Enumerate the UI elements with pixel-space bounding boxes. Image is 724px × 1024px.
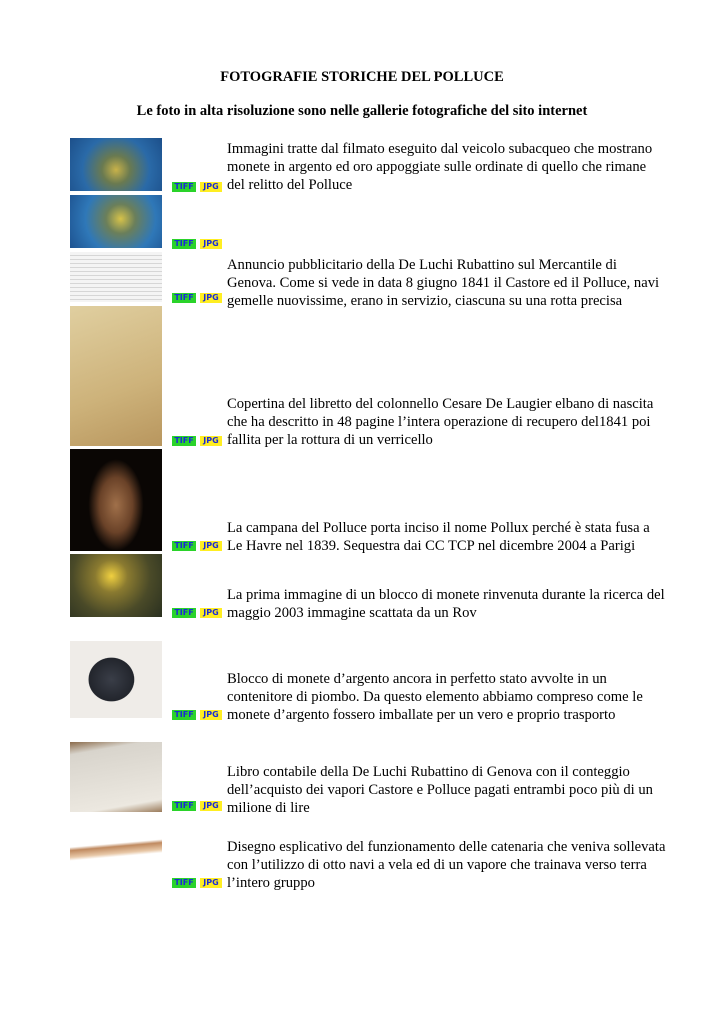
download-links-4 bbox=[172, 436, 222, 446]
jpg-download-link[interactable]: JPG bbox=[200, 293, 222, 303]
page-title: FOTOGRAFIE STORICHE DEL POLLUCE bbox=[220, 69, 504, 85]
jpg-download-link[interactable]: JPG bbox=[200, 541, 222, 551]
ledger-book-photo[interactable] bbox=[70, 742, 162, 812]
tiff-download-link[interactable]: TIFF bbox=[172, 293, 196, 303]
entry-description: Immagini tratte dal filmato eseguito dal veicolo subacqueo che mostrano monete in argento ed oro appoggiate sulle ordinate di quello che rimane del relitto del Polluce bbox=[227, 141, 653, 193]
download-links-7 bbox=[172, 710, 222, 720]
jpg-download-link[interactable]: JPG bbox=[200, 608, 222, 618]
tiff-download-link[interactable]: TIFF bbox=[172, 182, 196, 192]
jpg-download-link[interactable]: JPG bbox=[200, 710, 222, 720]
coin-block-rov-photo[interactable] bbox=[70, 554, 162, 617]
jpg-download-link[interactable]: JPG bbox=[200, 801, 222, 811]
download-links-2 bbox=[172, 239, 222, 249]
tiff-download-link[interactable]: TIFF bbox=[172, 608, 196, 618]
tiff-download-link[interactable]: TIFF bbox=[172, 801, 196, 811]
download-links-5 bbox=[172, 541, 222, 551]
entry-description: Disegno esplicativo del funzionamento delle catenaria che veniva sollevata con l’utilizzo di otto navi a vela ed di un vapore che trainava verso terra l’intero gruppo bbox=[227, 839, 666, 891]
jpg-download-link[interactable]: JPG bbox=[200, 436, 222, 446]
entry-description: La prima immagine di un blocco di monete rinvenuta durante la ricerca del maggio 2003 immagine scattata da un Rov bbox=[227, 587, 665, 621]
download-links-1 bbox=[172, 182, 222, 192]
jpg-download-link[interactable]: JPG bbox=[200, 182, 222, 192]
download-links-6 bbox=[172, 608, 222, 618]
entry-description: Copertina del libretto del colonnello Cesare De Laugier elbano di nascita che ha descritto in 48 pagine l’intera operazione di recupero del1841 poi fallita per la rottura di un verricello bbox=[227, 396, 654, 448]
jpg-download-link[interactable]: JPG bbox=[200, 878, 222, 888]
underwater-coins-photo-1[interactable] bbox=[70, 138, 162, 191]
entry-description: La campana del Polluce porta inciso il nome Pollux perché è stata fusa a Le Havre nel 1839. Sequestra dai CC TCP nel dicembre 2004 a Parigi bbox=[227, 520, 650, 554]
page-subtitle: Le foto in alta risoluzione sono nelle gallerie fotografiche del sito internet bbox=[136, 103, 588, 119]
entry-description: Libro contabile della De Luchi Rubattino di Genova con il conteggio dell’acquisto dei vapori Castore e Polluce pagati entrambi poco più di un milione di lire bbox=[227, 764, 653, 816]
booklet-cover-image[interactable] bbox=[70, 306, 162, 446]
tiff-download-link[interactable]: TIFF bbox=[172, 436, 196, 446]
tiff-download-link[interactable]: TIFF bbox=[172, 878, 196, 888]
download-links-8 bbox=[172, 801, 222, 811]
lead-coin-block-photo[interactable] bbox=[70, 641, 162, 718]
underwater-coins-photo-2[interactable] bbox=[70, 195, 162, 248]
tiff-download-link[interactable]: TIFF bbox=[172, 541, 196, 551]
entry-description: Blocco di monete d’argento ancora in perfetto stato avvolte in un contenitore di piombo. Da questo elemento abbiamo compreso come le monete d’argento fossero imballate per un vero e proprio trasporto bbox=[227, 671, 643, 723]
entry-description: Annuncio pubblicitario della De Luchi Rubattino sul Mercantile di Genova. Come si vede in data 8 giugno 1841 il Castore ed il Polluce, navi gemelle nuovissime, erano in servizio, ciascuna su una rotta precisa bbox=[227, 257, 660, 309]
tiff-download-link[interactable]: TIFF bbox=[172, 239, 196, 249]
download-links-9 bbox=[172, 878, 222, 888]
download-links-3 bbox=[172, 293, 222, 303]
ship-bell-photo[interactable] bbox=[70, 449, 162, 551]
chain-lift-drawing[interactable] bbox=[70, 820, 162, 880]
newspaper-ad-image[interactable] bbox=[70, 252, 162, 302]
jpg-download-link[interactable]: JPG bbox=[200, 239, 222, 249]
tiff-download-link[interactable]: TIFF bbox=[172, 710, 196, 720]
